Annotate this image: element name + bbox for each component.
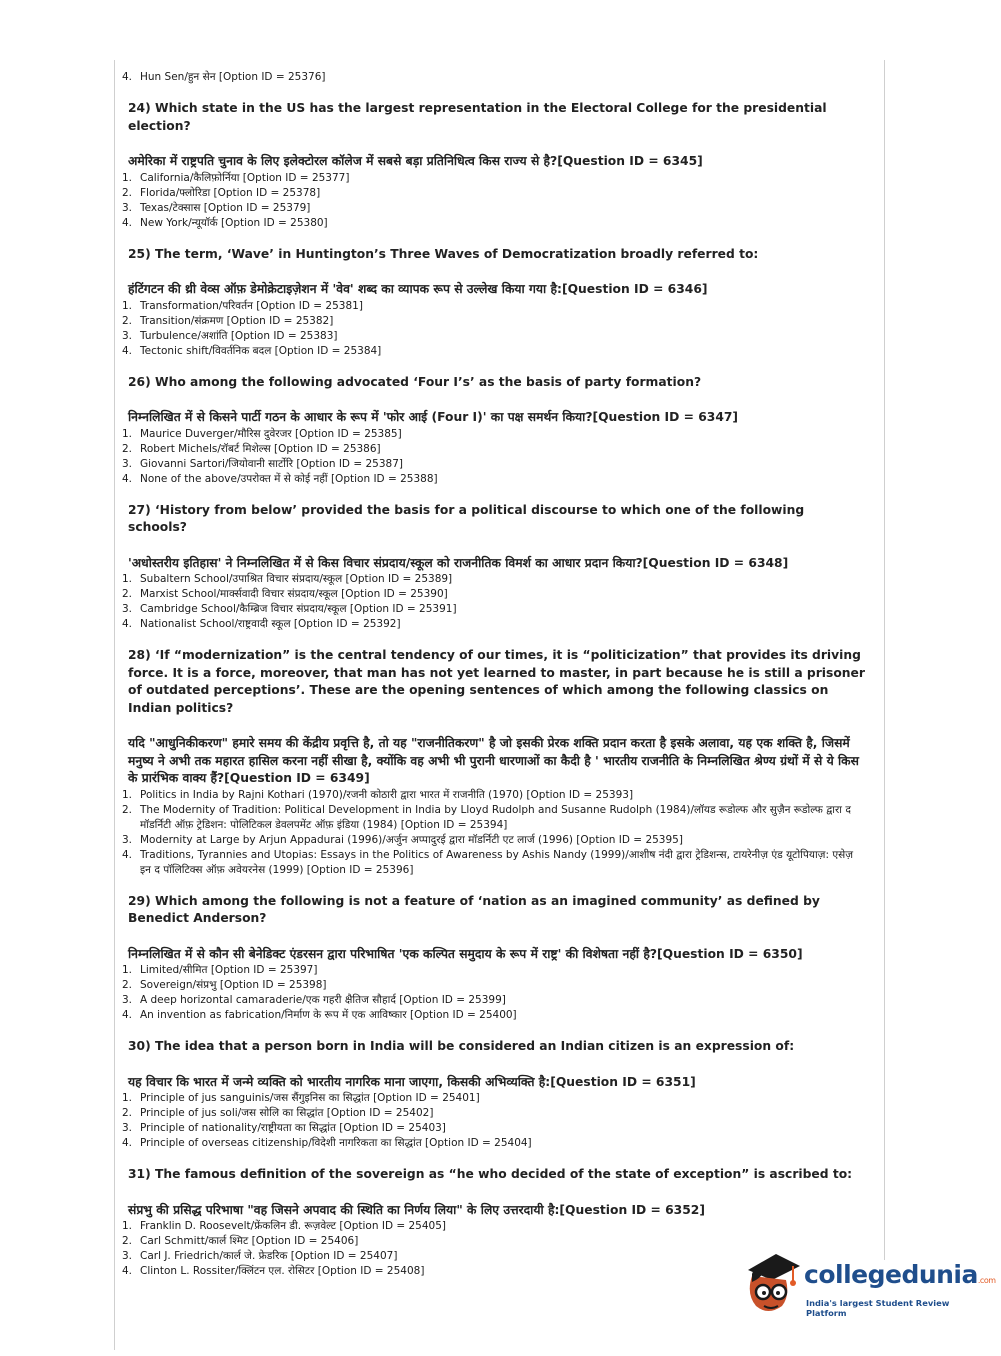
question-block (122, 374, 867, 487)
option-number: 3. (122, 603, 133, 615)
option-item (122, 299, 867, 314)
question-text-hindi: हंटिंगटन की थ्री वेव्स ऑफ़ डेमोक्रेटाइज़ेशन में 'वेव' शब्द का व्यापक रूप से उल्लेख किया गया है:[Question ID = 6346] (128, 282, 708, 296)
option-text: Marxist School/मार्क्सवादी विचार संप्रदाय/स्कूल [Option ID = 25390] (140, 588, 448, 600)
option-text: Robert Michels/रॉबर्ट मिशेल्स [Option ID = 25386] (140, 442, 381, 455)
option-item (122, 833, 867, 848)
question-text: 25) The term, ‘Wave’ in Huntington’s Three Waves of Democratization broadly referred to: (128, 246, 759, 261)
option-number: 1. (122, 171, 133, 184)
question-text-hindi: निम्नलिखित में से कौन सी बेनेडिक्ट एंडरसन द्वारा परिभाषित 'एक कल्पित समुदाय के रूप में राष्ट्र' की विशेषता नहीं है?[Question ID = 6350] (128, 946, 803, 961)
option-number: 3. (122, 994, 133, 1006)
option-text: Carl Schmitt/कार्ल श्मिट [Option ID = 25406] (140, 1235, 359, 1247)
option-text: Carl J. Friedrich/कार्ल जे. फ्रेडरिक [Option ID = 25407] (140, 1250, 398, 1262)
option-item (122, 70, 867, 85)
option-number: 4. (122, 1009, 133, 1021)
option-number: 4. (122, 344, 133, 357)
option-text: Politics in India by Rajni Kothari (1970)/रजनी कोठारी द्वारा भारत में राजनीति (1970) [Option ID = 25393] (140, 788, 634, 801)
option-number: 3. (122, 457, 133, 470)
right-margin-rule (884, 60, 885, 1260)
option-item (122, 617, 867, 632)
question-text-hindi: यदि "आधुनिकीकरण" हमारे समय की केंद्रीय प्रवृत्ति है, तो यह "राजनीतिकरण" है जो इसकी प्रेरक शक्ति प्रदान करता है इसके अलावा, यह एक शक्ति है, जिसमें मनुष्य ने अभी तक महारत हासिल करना नहीं सीखा है, क्योंकि वह अभी भी पुरानी धारणाओं का कैदी है ' भारतीय राजनीति के निम्नलिखित श्रेण्य ग्रंथों में से ये किस के प्रारंभिक वाक्य हैं?[Question ID = 6349] (128, 736, 859, 785)
option-text: Hun Sen/हुन सेन [Option ID = 25376] (140, 71, 326, 83)
option-item (122, 442, 867, 457)
option-item (122, 848, 867, 878)
option-text: Sovereign/संप्रभु [Option ID = 25398] (140, 979, 327, 991)
option-text: Limited/सीमित [Option ID = 25397] (140, 964, 318, 976)
option-number: 3. (122, 329, 133, 342)
left-margin-rule (114, 60, 115, 1350)
option-number: 2. (122, 314, 133, 327)
logo-tagline: India's largest Student Review Platform (806, 1298, 950, 1318)
option-text: The Modernity of Tradition: Political Development in India by Lloyd Rudolph and Susanne Rudolph (1984)/लॉयड रूडोल्फ और सुज़ैन रूडोल्फ द्वारा द मॉडर्निटी ऑफ़ ट्रेडिशन: पोलिटिकल डेवलपमेंट ऑफ़ इंडिया (1984) [Option ID = 25394] (140, 803, 851, 831)
option-number: 1. (122, 1092, 133, 1104)
option-item (122, 602, 867, 617)
question-block (122, 100, 867, 231)
question-text-hindi: यह विचार कि भारत में जन्मे व्यक्ति को भारतीय नागरिक माना जाएगा, किसकी अभिव्यक्ति है:[Question ID = 6351] (128, 1074, 696, 1089)
option-number: 4. (122, 71, 133, 83)
option-text: California/कैलिफ़ोर्निया [Option ID = 25377] (140, 171, 350, 184)
option-text: An invention as fabrication/निर्माण के रूप में एक आविष्कार [Option ID = 25400] (140, 1009, 517, 1021)
option-item (122, 1008, 867, 1023)
option-item (122, 457, 867, 472)
option-text: A deep horizontal camaraderie/एक गहरी क्षैतिज सौहार्द [Option ID = 25399] (140, 994, 506, 1006)
option-text: Transformation/परिवर्तन [Option ID = 25381] (140, 299, 363, 312)
question-block (122, 647, 867, 878)
option-number: 1. (122, 1220, 133, 1232)
question-list (122, 70, 867, 1279)
option-number: 4. (122, 1265, 133, 1277)
option-text: Giovanni Sartori/जियोवानी सार्टोरि [Option ID = 25387] (140, 457, 403, 470)
option-number: 4. (122, 848, 133, 861)
option-item (122, 572, 867, 587)
question-text: 31) The famous definition of the sovereign as “he who decided of the state of exception” is ascribed to: (128, 1167, 853, 1181)
option-item (122, 1234, 867, 1249)
option-text: Tectonic shift/विवर्तनिक बदल [Option ID = 25384] (140, 344, 382, 357)
option-number: 4. (122, 618, 133, 630)
logo-wordmark (804, 1260, 996, 1289)
option-number: 3. (122, 1122, 133, 1134)
option-item (122, 978, 867, 993)
option-text: Principle of overseas citizenship/विदेशी नागरिकता का सिद्धांत [Option ID = 25404] (140, 1137, 532, 1149)
option-item (122, 216, 867, 231)
option-item (122, 427, 867, 442)
logo-name-text: collegedunia (804, 1260, 978, 1289)
option-item (122, 1121, 867, 1136)
question-text: 29) Which among the following is not a feature of ‘nation as an imagined community’ as defined by Benedict Anderson? (128, 893, 820, 925)
option-text: Subaltern School/उपाश्रित विचार संप्रदाय/स्कूल [Option ID = 25389] (140, 573, 453, 585)
question-text: 30) The idea that a person born in India will be considered an Indian citizen is an expression of: (128, 1039, 795, 1053)
option-item (122, 587, 867, 602)
option-item (122, 329, 867, 344)
question-text-hindi: अमेरिका में राष्ट्रपति चुनाव के लिए इलेक्टोरल कॉलेज में सबसे बड़ा प्रतिनिधित्व किस राज्य से है?[Question ID = 6345] (128, 154, 703, 168)
option-text: New York/न्यूयॉर्क [Option ID = 25380] (140, 216, 328, 229)
question-text: 26) Who among the following advocated ‘Four I’s’ as the basis of party formation? (128, 374, 702, 389)
option-item (122, 963, 867, 978)
option-text: Turbulence/अशांति [Option ID = 25383] (140, 329, 338, 342)
option-item (122, 993, 867, 1008)
question-block (122, 893, 867, 1024)
option-item (122, 1136, 867, 1151)
option-item (122, 1219, 867, 1234)
option-number: 1. (122, 299, 133, 312)
question-block (122, 502, 867, 633)
option-number: 2. (122, 588, 133, 600)
option-number: 2. (122, 803, 133, 816)
option-number: 1. (122, 964, 133, 976)
question-block (122, 1038, 867, 1151)
questions-container (122, 100, 867, 1279)
option-text: None of the above/उपरोक्त में से कोई नहीं [Option ID = 25388] (140, 472, 438, 485)
option-item (122, 314, 867, 329)
question-text-hindi: संप्रभु की प्रसिद्ध परिभाषा "वह जिसने अपवाद की स्थिति का निर्णय लिया" के लिए उत्तरदायी है:[Question ID = 6352] (128, 1202, 705, 1217)
option-text: Traditions, Tyrannies and Utopias: Essays in the Politics of Awareness by Ashis Nandy (1999)/आशीष नंदी द्वारा ट्रेडिशन्स, टायरेनीज़ एंड यूटोपियाज़: एसेज़ इन द पॉलिटिक्स ऑफ़ अवेयरनेस (1999) [Option ID = 25396] (140, 848, 854, 876)
option-number: 2. (122, 442, 133, 455)
question-text: 27) ‘History from below’ provided the basis for a political discourse to which one of the following schools? (128, 502, 805, 534)
option-item (122, 201, 867, 216)
option-number: 3. (122, 1250, 133, 1262)
option-number: 3. (122, 833, 133, 846)
question-block (122, 246, 867, 359)
option-item (122, 1106, 867, 1121)
question-text: 24) Which state in the US has the largest representation in the Electoral College for the presidential election? (128, 101, 827, 133)
option-item (122, 344, 867, 359)
question-text-hindi: निम्नलिखित में से किसने पार्टी गठन के आधार के रूप में 'फोर आई (Four I)' का पक्ष समर्थन किया?[Question ID = 6347] (128, 410, 739, 424)
option-text: Cambridge School/कैम्ब्रिज विचार संप्रदाय/स्कूल [Option ID = 25391] (140, 603, 457, 615)
option-item (122, 186, 867, 201)
question-text-hindi: 'अधोस्तरीय इतिहास' ने निम्नलिखित में से किस विचार संप्रदाय/स्कूल को राजनीतिक विमर्श का आधार प्रदान किया?[Question ID = 6348] (128, 555, 789, 570)
option-item (122, 1091, 867, 1106)
option-number: 1. (122, 427, 133, 440)
option-number: 2. (122, 1235, 133, 1247)
option-text: Texas/टेक्सास [Option ID = 25379] (140, 201, 311, 214)
option-text: Transition/संक्रमण [Option ID = 25382] (140, 314, 334, 327)
option-text: Principle of jus sanguinis/जस सैंगुइनिस का सिद्धांत [Option ID = 25401] (140, 1092, 480, 1104)
option-item (122, 803, 867, 833)
option-text: Clinton L. Rossiter/क्लिंटन एल. रोसिटर [Option ID = 25408] (140, 1265, 425, 1277)
option-number: 4. (122, 1137, 133, 1149)
question-text: 28) ‘If “modernization” is the central tendency of our times, it is “politicization” that provides its driving force. It is a force, moreover, that man has not yet learned to master, in part because he is still a prisoner of outdated perceptions’. These are the opening sentences of which among the following classics on Indian politics? (128, 648, 865, 715)
option-number: 1. (122, 788, 133, 801)
option-text: Nationalist School/राष्ट्रवादी स्कूल [Option ID = 25392] (140, 618, 401, 630)
option-number: 3. (122, 201, 133, 214)
option-number: 4. (122, 216, 133, 229)
option-item (122, 472, 867, 487)
graduate-mascot-icon (742, 1248, 800, 1316)
collegedunia-logo (742, 1248, 996, 1318)
option-item (122, 171, 867, 186)
option-text: Principle of nationality/राष्ट्रीयता का सिद्धांत [Option ID = 25403] (140, 1122, 446, 1134)
option-text: Franklin D. Roosevelt/फ्रेंकलिन डी. रूज़वेल्ट [Option ID = 25405] (140, 1220, 446, 1232)
option-number: 2. (122, 979, 133, 991)
option-number: 4. (122, 472, 133, 485)
option-number: 2. (122, 186, 133, 199)
logo-suffix: .com (977, 1276, 996, 1285)
option-text: Florida/फ्लोरिडा [Option ID = 25378] (140, 186, 321, 199)
option-text: Maurice Duverger/मौरिस दुवेरजर [Option ID = 25385] (140, 427, 402, 440)
option-item (122, 788, 867, 803)
option-number: 1. (122, 573, 133, 585)
option-text: Principle of jus soli/जस सोलि का सिद्धांत [Option ID = 25402] (140, 1107, 434, 1119)
option-text: Modernity at Large by Arjun Appadurai (1996)/अर्जुन अप्पादुरई द्वारा मॉडर्निटी एट लार्ज (1996) [Option ID = 25395] (140, 833, 683, 846)
option-number: 2. (122, 1107, 133, 1119)
